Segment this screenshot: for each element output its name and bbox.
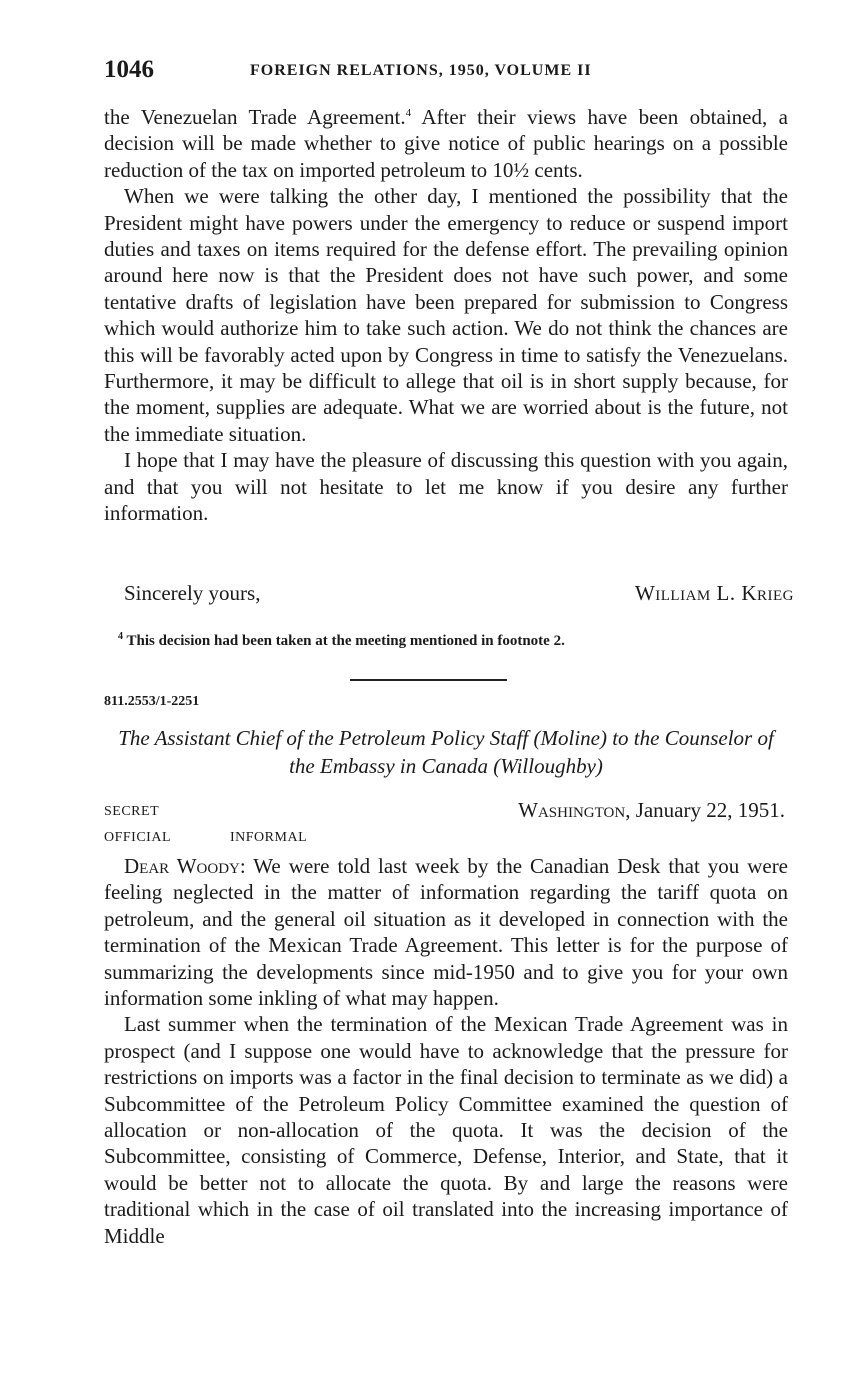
complimentary-close: Sincerely yours, xyxy=(124,581,261,605)
running-head: FOREIGN RELATIONS, 1950, VOLUME II xyxy=(250,62,592,79)
letter-paragraph: I hope that I may have the pleasure of discussing this question with you again, and that you will not hesitate to let me know if you desire any further information. xyxy=(104,448,788,526)
footnote-text: This decision had been taken at the meeting mentioned in footnote 2. xyxy=(123,633,565,649)
dateline-place: Washington xyxy=(518,798,626,822)
letter-body xyxy=(104,100,788,527)
letter-paragraph: Last summer when the termination of the Mexican Trade Agreement was in prospect (and I suppose one would have to acknowledge that the pressure for restrictions on imports was a factor in the final decision to terminate as we did) a Subcommittee of the Petroleum Policy Committee examined the question of allocation or non-allocation of the quota. It was the decision of the Subcommittee, consisting of Commerce, Defense, Interior, and State, that it would be better not to allocate the quota. By and large the reasons were traditional which in the case of oil translated into the increasing importance of Middle xyxy=(104,1012,788,1248)
signature: William L. Krieg xyxy=(634,581,794,605)
classification-official: OFFICIAL xyxy=(104,830,172,845)
paragraph-text: : We were told last week by the Canadian Desk that you were feeling neglected in the matter of information regarding the tariff quota on petroleum, and the general oil situation as it developed in connection with the termination of the Mexican Trade Agreement. This letter is for the purpose of summarizing the developments since mid-1950 and to give you for your own information some inkling of what may happen. xyxy=(104,854,789,1011)
footnote-reference: 4 xyxy=(405,107,412,119)
letter-paragraph: When we were talking the other day, I mentioned the possibility that the President might have powers under the emergency to reduce or suspend import duties and taxes on items required for the defense effort. The prevailing opinion around here now is that the President does not have such power, and some tentative drafts of legislation have been prepared for submission to Congress which would authorize him to take such action. We do not think the chances are this will be favorably acted upon by Congress in time to satisfy the Venezuelans. Furthermore, it may be difficult to allege that oil is in short supply because, for the moment, supplies are adequate. What we are worried about is the future, not the immediate situation. xyxy=(104,184,788,446)
document-heading: The Assistant Chief of the Petroleum Policy Staff (Moline) to the Counselor of the Embassy in Canada (Willoughby) xyxy=(118,726,774,778)
classification-secret: SECRET xyxy=(104,804,160,819)
page-number: 1046 xyxy=(104,56,154,83)
file-number: 811.2553/1-2251 xyxy=(104,694,200,709)
classification-informal: INFORMAL xyxy=(230,830,308,845)
footnote xyxy=(118,631,565,650)
letter-closing xyxy=(124,581,794,607)
dateline xyxy=(518,798,785,823)
paragraph-text: the Venezuelan Trade Agreement. xyxy=(104,105,406,129)
letter-paragraph xyxy=(104,100,788,183)
footnote-marker: 4 xyxy=(118,631,123,642)
salutation: Dear Woody xyxy=(124,854,240,878)
section-divider xyxy=(350,679,507,681)
dateline-date: , January 22, 1951. xyxy=(625,798,785,822)
letter-paragraph xyxy=(104,853,788,1011)
page-header xyxy=(104,56,794,88)
letter-body xyxy=(104,853,788,1249)
paragraph-text: After their views have been obtained, a decision will be made whether to give notice of public hearings on a possible reduction of the tax on imported petroleum to 10½ cents. xyxy=(104,105,788,182)
